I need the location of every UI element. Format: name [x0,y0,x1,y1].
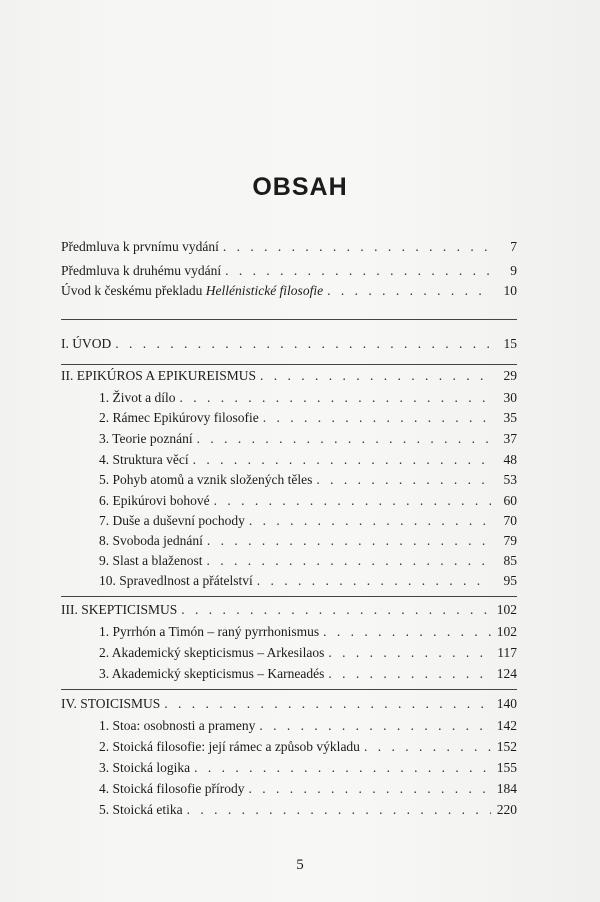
toc-entry: 2. Rámec Epikúrovy filosofie . . . 35 [61,410,517,430]
dot-leader [206,553,491,569]
dot-leader [263,410,491,426]
toc-entry: 3. Akademický skepticismus – Karneadés . . . 124 [61,666,517,686]
dot-leader [257,573,491,589]
dot-leader [115,336,491,352]
dot-leader [207,533,491,549]
dot-leader [225,263,491,279]
section-divider [61,596,517,597]
dot-leader [187,802,491,818]
page-title: OBSAH [252,173,348,201]
toc-entry: 1. Stoa: osobnosti a prameny . . . 142 [61,718,517,738]
toc-entry: 10. Spravedlnost a přátelství . . . 95 [61,573,517,593]
toc-entry: Předmluva k druhému vydání . . . 9 [61,263,517,283]
dot-leader [316,472,491,488]
toc-entry: 2. Stoická filosofie: její rámec a způsob výkladu . . . 152 [61,739,517,759]
toc-entry: 3. Teorie poznání . . . 37 [61,431,517,451]
section-divider [61,689,517,690]
dot-leader [328,666,491,682]
dot-leader [259,718,491,734]
toc-section-heading: II. EPIKÚROS A EPIKUREISMUS . . . 29 [61,368,517,388]
dot-leader [180,390,492,406]
dot-leader [197,431,491,447]
toc-entry: 4. Stoická filosofie přírody . . . 184 [61,781,517,801]
toc-entry: 5. Pohyb atomů a vznik složených těles . . . 53 [61,472,517,492]
section-divider [61,319,517,320]
toc-entry: 7. Duše a duševní pochody . . . 70 [61,513,517,533]
toc-section-heading: IV. STOICISMUS . . . 140 [61,696,517,716]
dot-leader [328,645,491,661]
dot-leader [193,452,491,468]
dot-leader [164,696,491,712]
dot-leader [327,283,491,299]
toc-entry: 1. Život a dílo . . . 30 [61,390,517,410]
toc-entry: Předmluva k prvnímu vydání . . . 7 [61,239,517,259]
dot-leader [364,739,491,755]
dot-leader [194,760,491,776]
dot-leader [323,624,491,640]
dot-leader [260,368,491,384]
toc-entry: 9. Slast a blaženost . . . 85 [61,553,517,573]
toc-entry: 1. Pyrrhón a Timón – raný pyrrhonismus . . . 102 [61,624,517,644]
toc-entry: 5. Stoická etika . . . 220 [61,802,517,822]
section-divider [61,364,517,365]
toc-entry: 6. Epikúrovi bohové . . . 60 [61,493,517,513]
page-number: 5 [296,857,304,873]
toc-section-heading: III. SKEPTICISMUS . . . 102 [61,602,517,622]
dot-leader [249,513,491,529]
toc-entry: 4. Struktura věcí . . . 48 [61,452,517,472]
dot-leader [223,239,491,255]
dot-leader [214,493,491,509]
dot-leader [248,781,491,797]
toc-entry: 3. Stoická logika . . . 155 [61,760,517,780]
toc-entry: Úvod k českému překladu Hellénistické filosofie . . . 10 [61,283,517,303]
dot-leader [181,602,491,618]
toc-entry: 2. Akademický skepticismus – Arkesilaos . . . 117 [61,645,517,665]
toc-entry: 8. Svoboda jednání . . . 79 [61,533,517,553]
toc-section-heading: I. ÚVOD . . . 15 [61,336,517,356]
